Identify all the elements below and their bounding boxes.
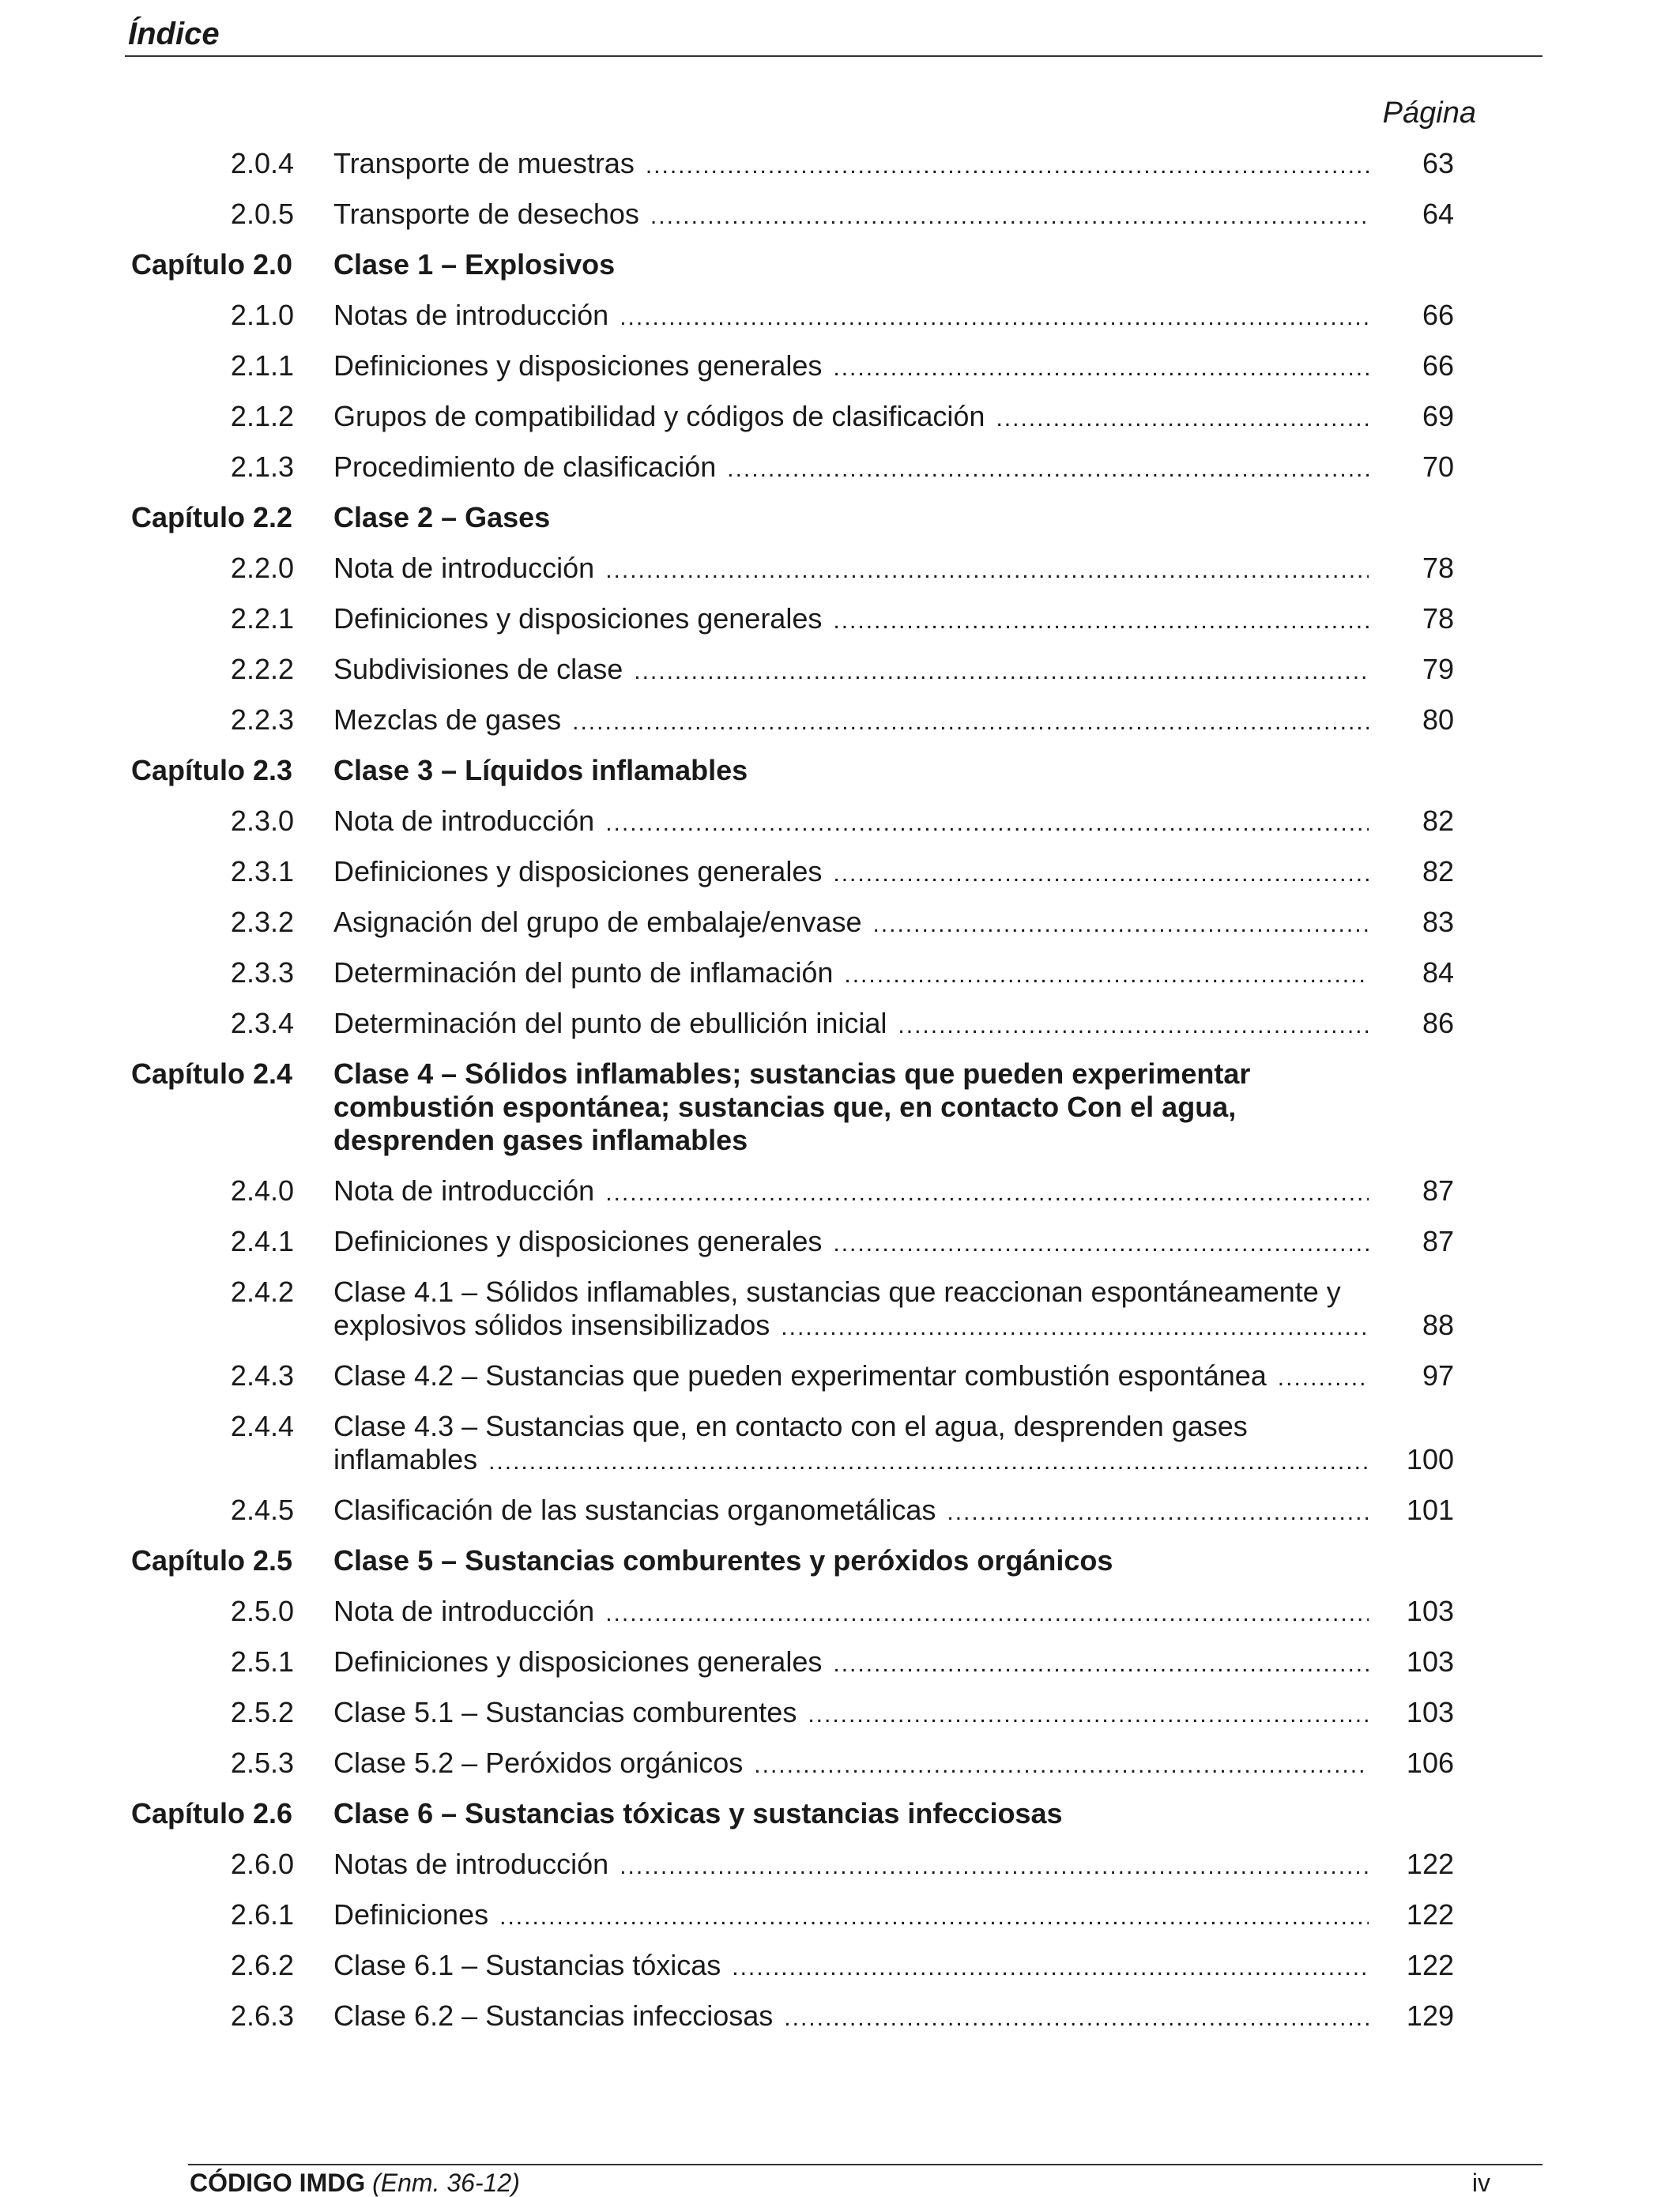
toc-entry-title: Clase 5.2 – Peróxidos orgánicos (333, 1747, 744, 1779)
dot-leader (646, 147, 1369, 183)
toc-section-number: 2.1.0 (230, 299, 294, 331)
toc-section-number: 2.4.3 (230, 1359, 294, 1392)
toc-entry-row (0, 703, 1680, 737)
toc-entry-row (0, 1848, 1680, 1881)
toc-page-number: 97 (1422, 1359, 1454, 1392)
toc-entry-line (333, 198, 1369, 233)
toc-page-number: 87 (1422, 1174, 1454, 1207)
toc-entry-row (0, 602, 1680, 635)
toc-entry-line (333, 400, 1369, 435)
dot-leader (781, 1309, 1369, 1344)
toc-page-number: 80 (1422, 703, 1454, 736)
toc-entry-row (0, 552, 1680, 585)
toc-page-number: 69 (1422, 400, 1454, 432)
toc-entry-row (0, 450, 1680, 484)
toc-entry-title: Definiciones y disposiciones generales (333, 602, 823, 635)
toc-entry-title: Grupos de compatibilidad y códigos de clasificación (333, 400, 985, 432)
dot-leader (833, 349, 1369, 385)
toc-entry-row (0, 805, 1680, 838)
toc-chapter-row (0, 754, 1680, 787)
toc-entry-row (0, 1595, 1680, 1628)
toc-chapter-label: Capítulo 2.0 (131, 248, 293, 281)
toc-section-number: 2.0.4 (230, 147, 294, 179)
dot-leader (605, 805, 1369, 840)
toc-section-number: 2.6.2 (230, 1949, 294, 1981)
toc-entry-title: Subdivisiones de clase (333, 653, 623, 685)
toc-entry-row (0, 956, 1680, 989)
toc-entry-title: explosivos sólidos insensibilizados (333, 1309, 770, 1341)
toc-entry-line (333, 956, 1369, 992)
toc-chapter-title: Clase 6 – Sustancias tóxicas y sustancias infecciosas (333, 1797, 1063, 1830)
dot-leader (634, 653, 1369, 688)
toc-section-number: 2.6.0 (230, 1848, 294, 1880)
toc-chapter-row (0, 501, 1680, 534)
toc-chapter-title: desprenden gases inflamables (333, 1124, 748, 1156)
toc-section-number: 2.6.1 (230, 1898, 294, 1931)
toc-page-number: 103 (1406, 1645, 1454, 1678)
dot-leader (872, 906, 1369, 941)
toc-entry-row (0, 1898, 1680, 1931)
toc-entry-row (0, 1999, 1680, 2033)
dot-leader (488, 1443, 1369, 1479)
dot-leader (833, 1645, 1369, 1681)
toc-entry-title: Procedimiento de clasificación (333, 450, 717, 483)
dot-leader (732, 1949, 1369, 1984)
toc-section-number: 2.3.0 (230, 805, 294, 837)
toc-entry-row (0, 1949, 1680, 1982)
dot-leader (784, 1999, 1369, 2035)
toc-page-number: 78 (1422, 602, 1454, 635)
dot-leader (833, 855, 1369, 891)
toc-entry-title: Transporte de muestras (333, 147, 635, 179)
page-title: Índice (128, 17, 220, 51)
toc-entry-title: Clase 6.2 – Sustancias infecciosas (333, 1999, 774, 2032)
toc-chapter-label: Capítulo 2.3 (131, 754, 293, 786)
toc-entry-line (333, 1309, 1369, 1344)
toc-entry-line (333, 1443, 1369, 1479)
dot-leader (833, 1225, 1369, 1261)
toc-entry-line (333, 602, 1369, 638)
toc-entry-row (0, 299, 1680, 332)
toc-entry-title: Definiciones y disposiciones generales (333, 1645, 823, 1678)
footer-amendment: (Enm. 36-12) (372, 2169, 520, 2197)
toc-entry-title: Nota de introducción (333, 805, 595, 837)
toc-entry-title: Notas de introducción (333, 1848, 609, 1880)
toc-entry-title: Clase 5.1 – Sustancias comburentes (333, 1696, 797, 1728)
toc-section-number: 2.5.1 (230, 1645, 294, 1678)
toc-page-number: 82 (1422, 805, 1454, 837)
toc-chapter-label: Capítulo 2.4 (131, 1057, 293, 1090)
toc-section-number: 2.2.0 (230, 552, 294, 584)
toc-chapter-row (0, 1057, 1680, 1157)
toc-entry-row (0, 1747, 1680, 1780)
toc-entry-line (333, 1949, 1369, 1984)
dot-leader (650, 198, 1369, 233)
dot-leader (996, 400, 1369, 435)
footer-document-label (190, 2169, 520, 2197)
dot-leader (605, 552, 1369, 587)
toc-chapter-label: Capítulo 2.2 (131, 501, 293, 533)
toc-entry-line (333, 147, 1369, 183)
toc-chapter-row (0, 248, 1680, 281)
toc-section-number: 2.5.3 (230, 1747, 294, 1779)
toc-entry-line (333, 1848, 1369, 1883)
toc-entry-title: inflamables (333, 1443, 478, 1475)
toc-entry-row (0, 147, 1680, 180)
toc-entry-line (333, 1359, 1369, 1395)
toc-entry-line (333, 552, 1369, 587)
toc-entry-title: Transporte de desechos (333, 198, 639, 230)
toc-chapter-row (0, 1797, 1680, 1830)
toc-entry-title: Clase 6.1 – Sustancias tóxicas (333, 1949, 721, 1981)
toc-section-number: 2.4.4 (230, 1410, 294, 1442)
toc-entry-row (0, 349, 1680, 382)
footer-code-label: CÓDIGO IMDG (190, 2169, 366, 2197)
toc-entry-title: Nota de introducción (333, 552, 595, 584)
toc-entry-title: Clase 4.1 – Sólidos inflamables, sustancias que reaccionan espontáneamente y (333, 1276, 1341, 1308)
dot-leader (727, 450, 1369, 486)
toc-entry-title: Definiciones y disposiciones generales (333, 855, 823, 887)
dot-leader (499, 1898, 1369, 1934)
toc-page-number: 129 (1406, 1999, 1454, 2032)
footer-page-number: iv (1471, 2169, 1490, 2197)
toc-entry-line (333, 703, 1369, 739)
toc-chapter-title: combustión espontánea; sustancias que, en contacto Con el agua, (333, 1091, 1237, 1123)
toc-chapter-title: Clase 1 – Explosivos (333, 248, 616, 281)
toc-entry-line (333, 805, 1369, 840)
toc-section-number: 2.6.3 (230, 1999, 294, 2032)
toc-entry-line (333, 1494, 1369, 1529)
footer-divider (188, 2164, 1543, 2165)
dot-leader (833, 602, 1369, 638)
toc-entry-line (333, 1174, 1369, 1210)
toc-entry-title: Clasificación de las sustancias organometálicas (333, 1494, 936, 1526)
toc-entry-line (333, 1999, 1369, 2035)
toc-page-number: 64 (1422, 198, 1454, 230)
page-column-label: Página (1382, 96, 1476, 130)
toc-entry-title: Nota de introducción (333, 1595, 595, 1627)
toc-entry-line (333, 653, 1369, 688)
toc-page-number: 82 (1422, 855, 1454, 887)
toc-entry-line (333, 299, 1369, 334)
toc-page-number: 88 (1422, 1309, 1454, 1341)
toc-entry-row (0, 1007, 1680, 1040)
toc-page-number: 83 (1422, 906, 1454, 938)
toc-entry-line (333, 1595, 1369, 1630)
toc-section-number: 2.4.0 (230, 1174, 294, 1207)
toc-entry-title: Clase 4.2 – Sustancias que pueden experimentar combustión espontánea (333, 1359, 1267, 1392)
toc-entry-row (0, 400, 1680, 433)
toc-section-number: 2.5.0 (230, 1595, 294, 1627)
toc-entry-line (333, 1645, 1369, 1681)
dot-leader (898, 1007, 1369, 1042)
toc-entry-row (0, 1645, 1680, 1679)
toc-page-number: 79 (1422, 653, 1454, 685)
header-divider (125, 55, 1543, 57)
toc-page-number: 84 (1422, 956, 1454, 989)
toc-section-number: 2.2.1 (230, 602, 294, 635)
dot-leader (605, 1595, 1369, 1630)
toc-entry-line (333, 855, 1369, 891)
toc-entry-title: Clase 4.3 – Sustancias que, en contacto con el agua, desprenden gases (333, 1410, 1248, 1442)
toc-chapter-label: Capítulo 2.5 (131, 1544, 293, 1577)
toc-entry-line (333, 349, 1369, 385)
toc-entry-title: Nota de introducción (333, 1174, 595, 1207)
dot-leader (1278, 1359, 1369, 1395)
toc-section-number: 2.2.3 (230, 703, 294, 736)
toc-page-number: 122 (1406, 1949, 1454, 1981)
toc-entry-row (0, 906, 1680, 939)
toc-chapter-title: Clase 3 – Líquidos inflamables (333, 754, 748, 786)
toc-page-number: 106 (1406, 1747, 1454, 1779)
dot-leader (754, 1747, 1369, 1782)
dot-leader (605, 1174, 1369, 1210)
toc-entry-title: Mezclas de gases (333, 703, 562, 736)
toc-section-number: 2.5.2 (230, 1696, 294, 1728)
toc-chapter-title: Clase 4 – Sólidos inflamables; sustancias que pueden experimentar (333, 1057, 1251, 1090)
toc-entry-row (0, 1696, 1680, 1729)
toc-page-number: 101 (1406, 1494, 1454, 1526)
toc-entry-row (0, 855, 1680, 888)
toc-entry-line (333, 1747, 1369, 1782)
toc-page-number: 122 (1406, 1898, 1454, 1931)
toc-page-number: 86 (1422, 1007, 1454, 1039)
toc-entry-row (0, 1225, 1680, 1258)
toc-chapter-title: Clase 5 – Sustancias comburentes y peróxidos orgánicos (333, 1544, 1113, 1577)
dot-leader (620, 299, 1369, 334)
toc-entry-title: Definiciones y disposiciones generales (333, 1225, 823, 1257)
toc-chapter-title: Clase 2 – Gases (333, 501, 551, 533)
dot-leader (844, 956, 1369, 992)
dot-leader (947, 1494, 1369, 1529)
toc-section-number: 2.1.1 (230, 349, 294, 382)
toc-section-number: 2.2.2 (230, 653, 294, 685)
toc-entry-title: Definiciones (333, 1898, 489, 1931)
toc-entry-title: Definiciones y disposiciones generales (333, 349, 823, 382)
toc-section-number: 2.3.1 (230, 855, 294, 887)
toc-entry-row (0, 1410, 1680, 1476)
toc-section-number: 2.4.5 (230, 1494, 294, 1526)
toc-entry-line (333, 1696, 1369, 1732)
toc-page-number: 103 (1406, 1595, 1454, 1627)
toc-section-number: 2.4.2 (230, 1276, 294, 1308)
dot-leader (620, 1848, 1369, 1883)
toc-entry-title: Asignación del grupo de embalaje/envase (333, 906, 862, 938)
toc-page-number: 70 (1422, 450, 1454, 483)
toc-page-number: 78 (1422, 552, 1454, 584)
toc-entry-row (0, 1174, 1680, 1208)
toc-section-number: 2.3.2 (230, 906, 294, 938)
toc-page-number: 66 (1422, 299, 1454, 331)
toc-section-number: 2.3.3 (230, 956, 294, 989)
toc-entry-line (333, 450, 1369, 486)
toc-entry-line (333, 906, 1369, 941)
toc-page-number: 100 (1406, 1443, 1454, 1475)
toc-page-number: 103 (1406, 1696, 1454, 1728)
toc-entry-row (0, 198, 1680, 231)
toc-entry-row (0, 1494, 1680, 1527)
toc-entry-line (333, 1225, 1369, 1261)
toc-page-number: 122 (1406, 1848, 1454, 1880)
toc-chapter-label: Capítulo 2.6 (131, 1797, 293, 1830)
toc-section-number: 2.1.2 (230, 400, 294, 432)
toc-section-number: 2.3.4 (230, 1007, 294, 1039)
toc-entry-line (333, 1007, 1369, 1042)
toc-section-number: 2.4.1 (230, 1225, 294, 1257)
toc-entry-title: Determinación del punto de ebullición inicial (333, 1007, 887, 1039)
toc-section-number: 2.1.3 (230, 450, 294, 483)
toc-entry-row (0, 1359, 1680, 1392)
toc-section-number: 2.0.5 (230, 198, 294, 230)
toc-entry-title: Determinación del punto de inflamación (333, 956, 834, 989)
toc-entry-row (0, 653, 1680, 686)
toc-page-number: 63 (1422, 147, 1454, 179)
toc-entry-title: Notas de introducción (333, 299, 609, 331)
toc-page-number: 66 (1422, 349, 1454, 382)
dot-leader (808, 1696, 1369, 1732)
toc-entry-row (0, 1276, 1680, 1342)
dot-leader (572, 703, 1369, 739)
toc-page-number: 87 (1422, 1225, 1454, 1257)
toc-chapter-row (0, 1544, 1680, 1577)
toc-entry-line (333, 1898, 1369, 1934)
